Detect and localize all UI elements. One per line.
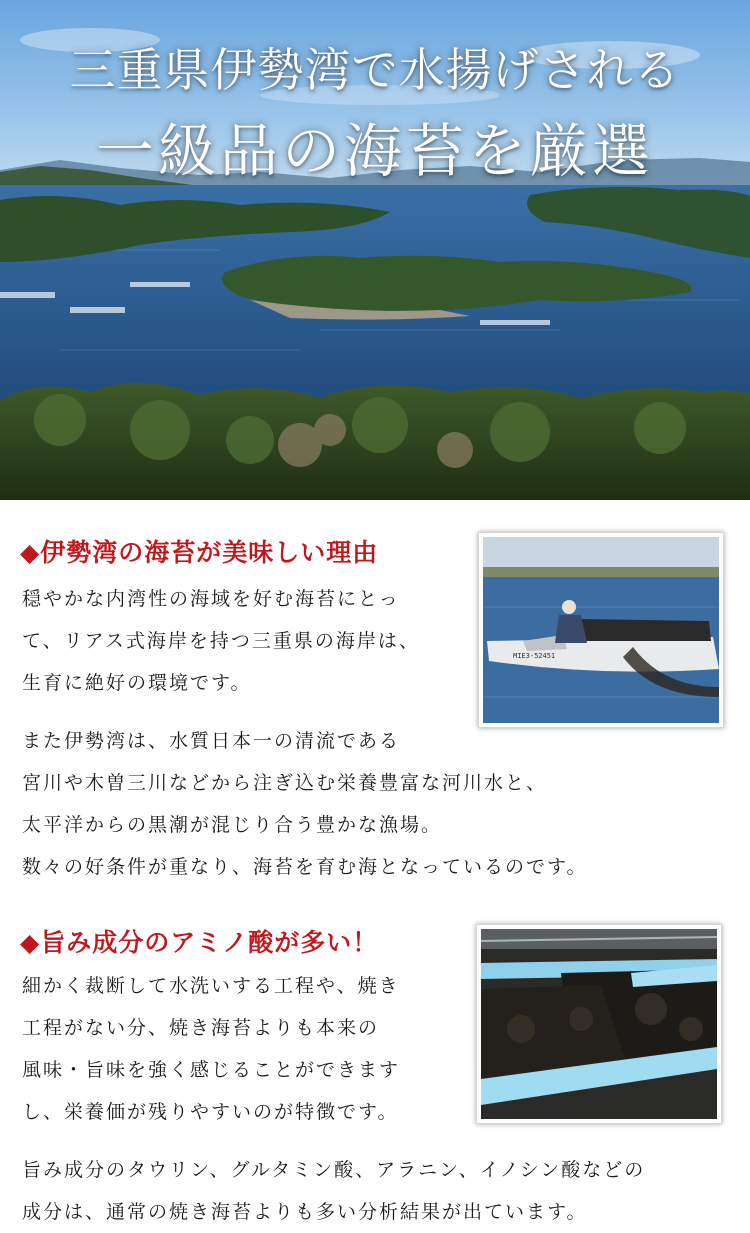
- amino-paragraph-2: [22, 1149, 645, 1233]
- reason-paragraph-2: [22, 720, 587, 888]
- text-line: 生育に絶好の環境です。: [22, 672, 252, 694]
- text-line: 旨み成分のタウリン、グルタミン酸、アラニン、イノシン酸などの: [22, 1159, 646, 1181]
- hero-title-line2: 一級品の海苔を厳選: [95, 117, 654, 185]
- reason-paragraph-1: [22, 578, 420, 704]
- fishing-boat-image: [483, 537, 719, 723]
- hero-banner: [0, 0, 750, 500]
- boat-registration-number: MIE3-52451: [513, 652, 556, 660]
- text-line: 工程がない分、焼き海苔よりも本来の: [22, 1017, 380, 1039]
- seaweed-trays-photo: [476, 924, 722, 1124]
- hero-title-line1: 三重県伊勢湾で水揚げされる: [69, 43, 681, 97]
- text-line: て、リアス式海岸を持つ三重県の海岸は、: [22, 630, 420, 652]
- fishing-boat-photo: [478, 532, 724, 728]
- text-line: また伊勢湾は、水質日本一の清流である: [22, 730, 401, 752]
- text-line: 宮川や木曽三川などから注ぎ込む栄養豊富な河川水と、: [22, 772, 548, 794]
- text-line: 細かく裁断して水洗いする工程や、焼き: [22, 975, 400, 997]
- text-line: し、栄養価が残りやすいのが特徴です。: [22, 1101, 399, 1123]
- text-line: 風味・旨味を強く感じることができます: [22, 1059, 401, 1081]
- text-line: 穏やかな内湾性の海域を好む海苔にとっ: [22, 588, 400, 610]
- seaweed-trays-image: [481, 929, 717, 1119]
- text-line: 成分は、通常の焼き海苔よりも多い分析結果が出ています。: [22, 1201, 588, 1223]
- text-line: 太平洋からの黒潮が混じり合う豊かな漁場。: [22, 814, 443, 836]
- section-amino-acid: [0, 900, 750, 1229]
- section-reason: [0, 500, 750, 900]
- section-heading-amino-acid: ◆旨み成分のアミノ酸が多い！: [20, 928, 379, 957]
- section-heading-reason: ◆伊勢湾の海苔が美味しい理由: [20, 538, 379, 567]
- amino-paragraph-1: [22, 965, 400, 1133]
- text-line: 数々の好条件が重なり、海苔を育む海となっているのです。: [22, 856, 588, 878]
